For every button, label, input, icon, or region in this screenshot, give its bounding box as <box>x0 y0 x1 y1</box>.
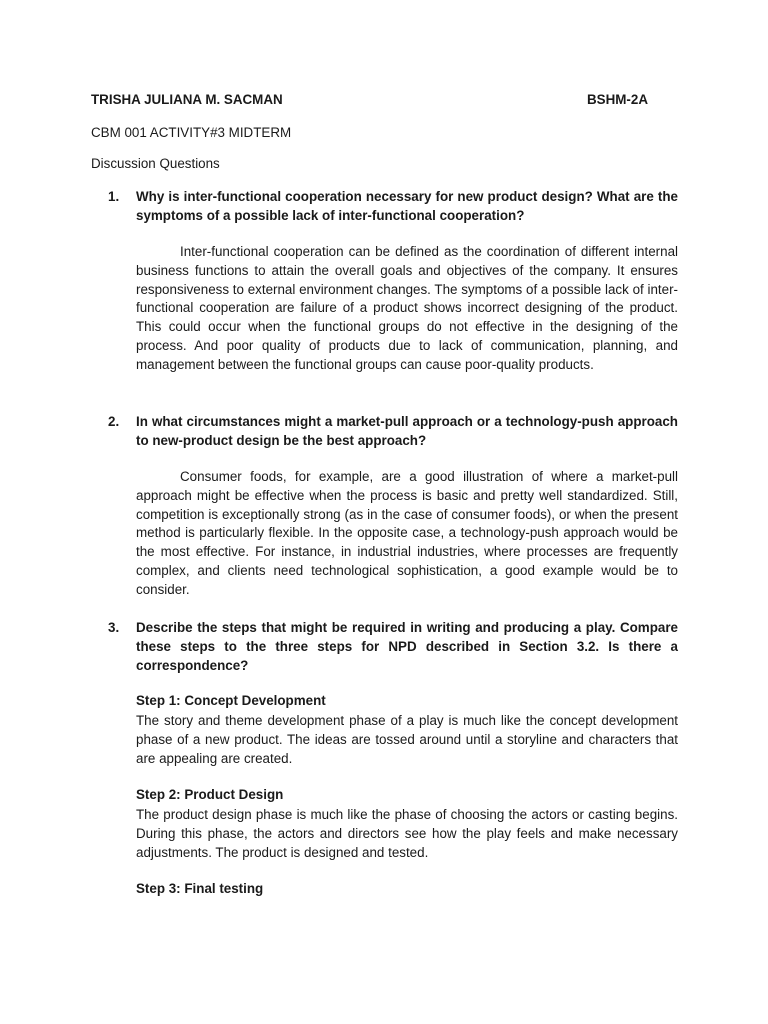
answer-1: Inter-functional cooperation can be defined as the coordination of different internal business functions to attain the overall goals and objectives of the company. It ensures responsiveness to external environment changes. The symptoms of a possible lack of inter-functional cooperation are failure of a product shows incorrect designing of the product. This could occur when the functional groups do not effective in the designing of the process. And poor quality of products due to lack of communication, planning, and management between the functional groups can cause poor-quality products. <box>136 244 678 372</box>
step-2-title: Step 2: Product Design <box>136 787 284 802</box>
class-section: BSHM-2A <box>587 92 649 107</box>
activity-title: CBM 001 ACTIVITY#3 MIDTERM <box>91 125 292 140</box>
document-header <box>91 92 681 112</box>
question-number: 1. <box>108 189 120 204</box>
student-name: TRISHA JULIANA M. SACMAN <box>91 92 283 107</box>
step-1-body: The story and theme development phase of a play is much like the concept development phase of a new product. The ideas are tossed around until a storyline and characters that are appealing are created. <box>136 713 678 766</box>
question-text: Describe the steps that might be required in writing and producing a play. Compare these steps to the three steps for NPD described in Section 3.2. Is there a correspondence? <box>136 620 678 673</box>
step-1-title: Step 1: Concept Development <box>136 693 326 708</box>
step-3-title: Step 3: Final testing <box>136 881 264 896</box>
discussion-label: Discussion Questions <box>91 156 220 171</box>
question-text: Why is inter-functional cooperation necessary for new product design? What are the symptoms of a possible lack of inter-functional cooperation? <box>136 189 678 223</box>
question-text: In what circumstances might a market-pull approach or a technology-push approach to new-product design be the best approach? <box>136 414 678 448</box>
step-2-body: The product design phase is much like the phase of choosing the actors or casting begins. During this phase, the actors and directors see how the play feels and make necessary adjustments. The product is designed and tested. <box>136 807 678 860</box>
question-number: 2. <box>108 414 120 429</box>
answer-2: Consumer foods, for example, are a good illustration of where a market-pull approach might be effective when the process is basic and pretty well standardized. Still, competition is exceptionally strong (as in the case of consumer foods), or when the present method is particularly flexible. In the opposite case, a technology-push approach would be the most effective. For instance, in industrial industries, where processes are frequently complex, and clients need technological sophistication, a good example would be to consider. <box>136 469 678 597</box>
question-number: 3. <box>108 620 120 635</box>
